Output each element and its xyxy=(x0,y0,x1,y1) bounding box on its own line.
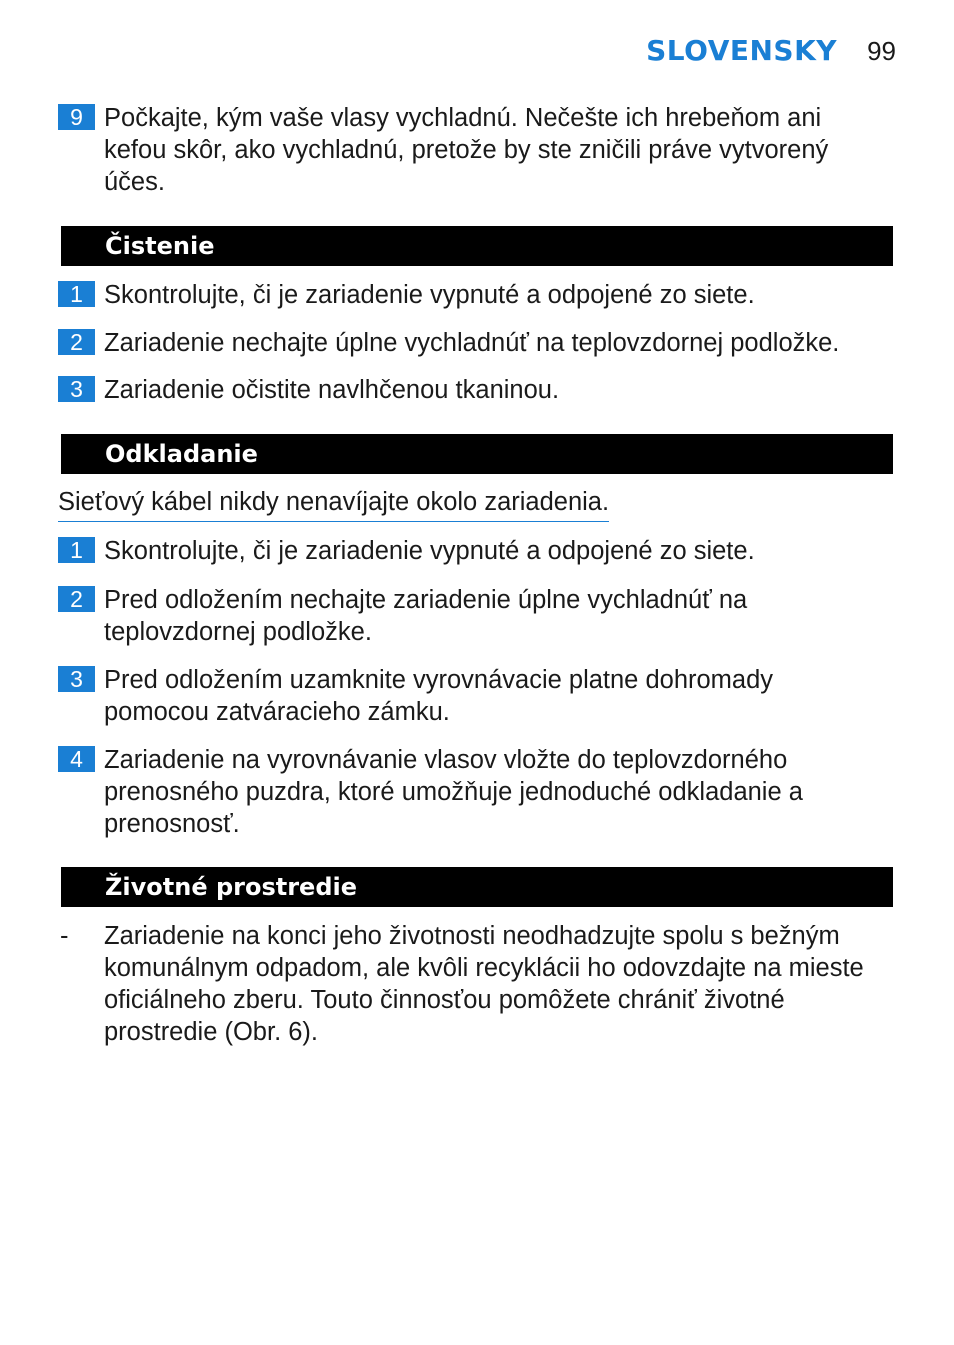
step-number-badge: 4 xyxy=(58,746,95,772)
section-title: Odkladanie xyxy=(105,440,258,468)
step-item xyxy=(58,327,868,359)
step-number-badge: 3 xyxy=(58,666,95,692)
section-header-cleaning xyxy=(61,226,893,266)
step-text: Zariadenie očistite navlhčenou tkaninou. xyxy=(104,376,560,404)
step-number-badge: 2 xyxy=(58,329,95,355)
section-header-storage xyxy=(61,434,893,474)
step-item xyxy=(58,535,868,567)
step-item xyxy=(58,279,868,311)
section-title: Čistenie xyxy=(105,232,215,260)
step-text: Skontrolujte, či je zariadenie vypnuté a odpojené zo siete. xyxy=(104,537,755,565)
step-item xyxy=(58,744,868,840)
step-item xyxy=(58,664,868,728)
step-text: Počkajte, kým vaše vlasy vychladnú. Nečešte ich hrebeňom ani kefou skôr, ako vychladnú, pretože by ste zničili práve vytvorený účes. xyxy=(104,104,829,196)
section-header-environment xyxy=(61,867,893,907)
step-number-badge: 1 xyxy=(58,281,95,307)
bullet-text: Zariadenie na konci jeho životnosti neodhadzujte spolu s bežným komunálnym odpadom, ale kvôli recyklácii ho odovzdajte na mieste oficiálneho zberu. Touto činnosťou pomôžete chrániť životné prostredie (Obr. 6). xyxy=(104,922,864,1046)
step-text: Pred odložením nechajte zariadenie úplne vychladnúť na teplovzdornej podložke. xyxy=(104,586,748,646)
step-number-badge: 2 xyxy=(58,586,95,612)
step-number-badge: 9 xyxy=(58,104,95,130)
step-text: Pred odložením uzamknite vyrovnávacie platne dohromady pomocou zatváracieho zámku. xyxy=(104,666,774,726)
step-item xyxy=(58,374,868,406)
language-label: SLOVENSKY xyxy=(646,34,838,67)
page-header xyxy=(646,34,896,67)
step-item xyxy=(58,102,868,198)
step-text: Skontrolujte, či je zariadenie vypnuté a odpojené zo siete. xyxy=(104,281,755,309)
bullet-dash: - xyxy=(60,922,69,950)
list-item xyxy=(58,920,878,1048)
cable-warning-note: Sieťový kábel nikdy nenavíjajte okolo zariadenia. xyxy=(58,486,609,522)
step-text: Zariadenie nechajte úplne vychladnúť na teplovzdornej podložke. xyxy=(104,329,840,357)
step-number-badge: 3 xyxy=(58,376,95,402)
section-title: Životné prostredie xyxy=(105,873,358,901)
step-item xyxy=(58,584,868,648)
step-number-badge: 1 xyxy=(58,537,95,563)
step-text: Zariadenie na vyrovnávanie vlasov vložte do teplovzdorného prenosného puzdra, ktoré umožňuje jednoduché odkladanie a prenosnosť. xyxy=(104,746,803,838)
page-number: 99 xyxy=(867,36,896,66)
